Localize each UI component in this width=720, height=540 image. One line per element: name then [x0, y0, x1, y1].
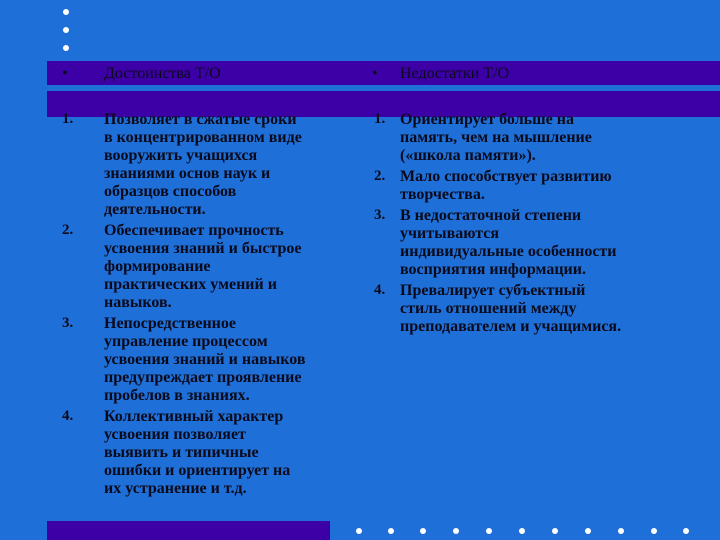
decor-dot [63, 9, 69, 15]
left-item-line: их устранение и т.д. [104, 480, 247, 497]
right-item-line: Мало способствует развитию [400, 168, 612, 185]
left-item-line: Обеспечивает прочность [104, 222, 284, 239]
left-item-line: Коллективный характер [104, 408, 284, 425]
right-item-line: учитываются [400, 225, 500, 242]
left-item-line: усвоения знаний и быстрое [104, 240, 302, 257]
left-item-line: выявить и типичные [104, 444, 259, 461]
right-item-line: («школа памяти»). [400, 147, 536, 164]
left-header-bullet: • [62, 65, 68, 82]
left-item-line: усвоения знаний и навыков [104, 351, 306, 368]
decor-dot [683, 528, 689, 534]
left-item-number: 2. [62, 222, 74, 238]
left-item-line: практических умений и [104, 276, 277, 293]
decor-dot [519, 528, 525, 534]
left-item-line: навыков. [104, 294, 172, 311]
right-item-line: Ориентирует больше на [400, 111, 574, 128]
right-item-number: 1. [374, 111, 386, 127]
right-header-bullet: • [372, 65, 378, 82]
decor-dot [63, 45, 69, 51]
decor-dot [420, 528, 426, 534]
left-item-line: пробелов в знаниях. [104, 387, 250, 404]
left-header: Достоинства Т/О [104, 65, 221, 82]
left-item-line: Позволяет в сжатые сроки [104, 111, 297, 128]
right-item-line: преподавателем и учащимися. [400, 318, 622, 335]
left-item-line: в концентрированном виде [104, 129, 302, 146]
right-item-number: 3. [374, 207, 386, 223]
right-item-line: восприятия информации. [400, 261, 586, 278]
decor-dot [618, 528, 624, 534]
decor-dot [585, 528, 591, 534]
left-item-line: Непосредственное [104, 315, 236, 332]
left-item-line: усвоения позволяет [104, 426, 246, 443]
decor-dot [388, 528, 394, 534]
left-item-line: управление процессом [104, 333, 268, 350]
left-item-line: знаниями основ наук и [104, 165, 271, 182]
right-item-number: 4. [374, 282, 386, 298]
right-item-line: Превалирует субъектный [400, 282, 586, 299]
left-item-number: 1. [62, 111, 74, 127]
left-item-number: 4. [62, 408, 74, 424]
decor-dot [486, 528, 492, 534]
right-header: Недостатки Т/О [400, 65, 510, 82]
left-item-line: предупреждает проявление [104, 369, 302, 386]
left-item-line: вооружить учащихся [104, 147, 258, 164]
decor-dot [356, 528, 362, 534]
left-item-line: образцов способов [104, 183, 237, 200]
right-item-number: 2. [374, 168, 386, 184]
decor-dot [453, 528, 459, 534]
decor-dot [552, 528, 558, 534]
right-item-line: индивидуальные особенности [400, 243, 617, 260]
right-item-line: творчества. [400, 186, 485, 203]
left-item-line: формирование [104, 258, 211, 275]
bottom-bar [47, 521, 330, 540]
right-item-line: память, чем на мышление [400, 129, 592, 146]
right-item-line: стиль отношений между [400, 300, 577, 317]
left-item-line: деятельности. [104, 201, 206, 218]
decor-dot [63, 27, 69, 33]
left-item-line: ошибки и ориентирует на [104, 462, 291, 479]
decor-dot [651, 528, 657, 534]
right-item-line: В недостаточной степени [400, 207, 582, 224]
left-item-number: 3. [62, 315, 74, 331]
